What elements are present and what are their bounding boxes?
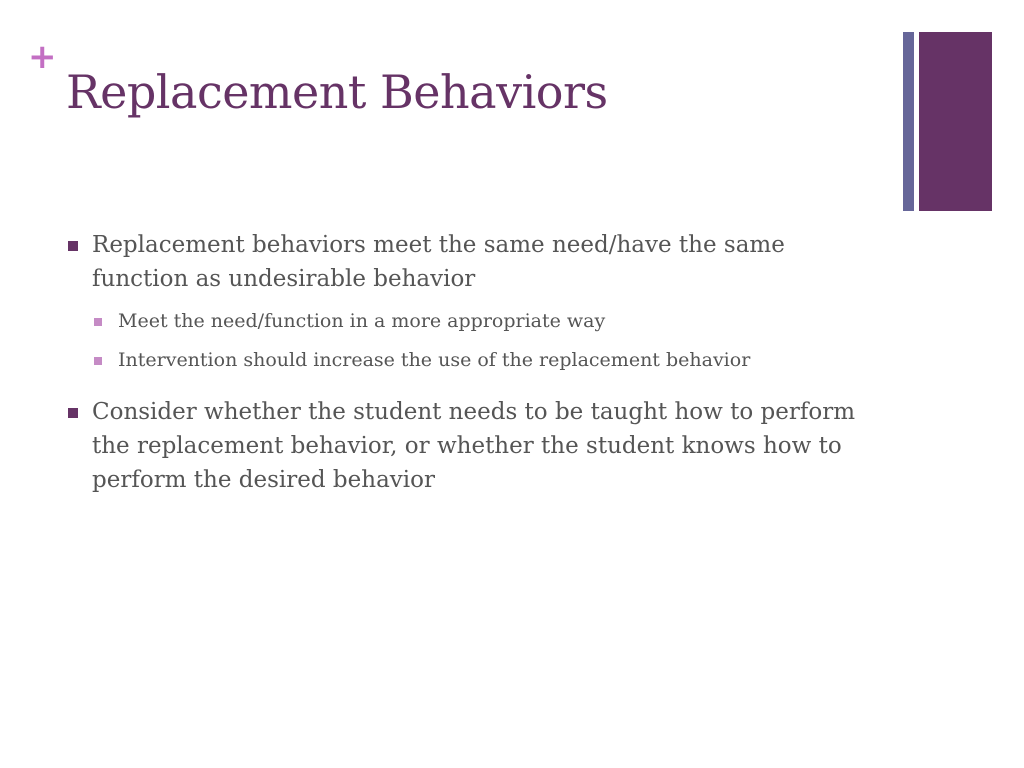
square-bullet-icon bbox=[68, 241, 78, 251]
square-bullet-icon bbox=[68, 408, 78, 418]
bullet-text: Replacement behaviors meet the same need/have the same function as undesirable behavior bbox=[92, 232, 785, 292]
bullet-item-2 bbox=[68, 395, 888, 497]
sub-bullet-text: Meet the need/function in a more appropriate way bbox=[118, 310, 606, 332]
slide-title: Replacement Behaviors bbox=[66, 65, 608, 119]
sub-bullet-item-1 bbox=[94, 308, 888, 334]
bullet-text: Consider whether the student needs to be taught how to perform the replacement behavior, or whether the student knows how to perform the desired behavior bbox=[92, 399, 856, 493]
decorative-thin-bar bbox=[903, 32, 914, 211]
square-sub-bullet-icon bbox=[94, 357, 102, 365]
bullet-item-1 bbox=[68, 228, 888, 296]
bullet-list bbox=[68, 228, 888, 497]
sub-bullet-text: Intervention should increase the use of the replacement behavior bbox=[118, 349, 751, 371]
decorative-wide-bar bbox=[919, 32, 992, 211]
square-sub-bullet-icon bbox=[94, 318, 102, 326]
plus-icon: + bbox=[28, 37, 57, 77]
sub-bullet-item-2 bbox=[94, 347, 888, 373]
